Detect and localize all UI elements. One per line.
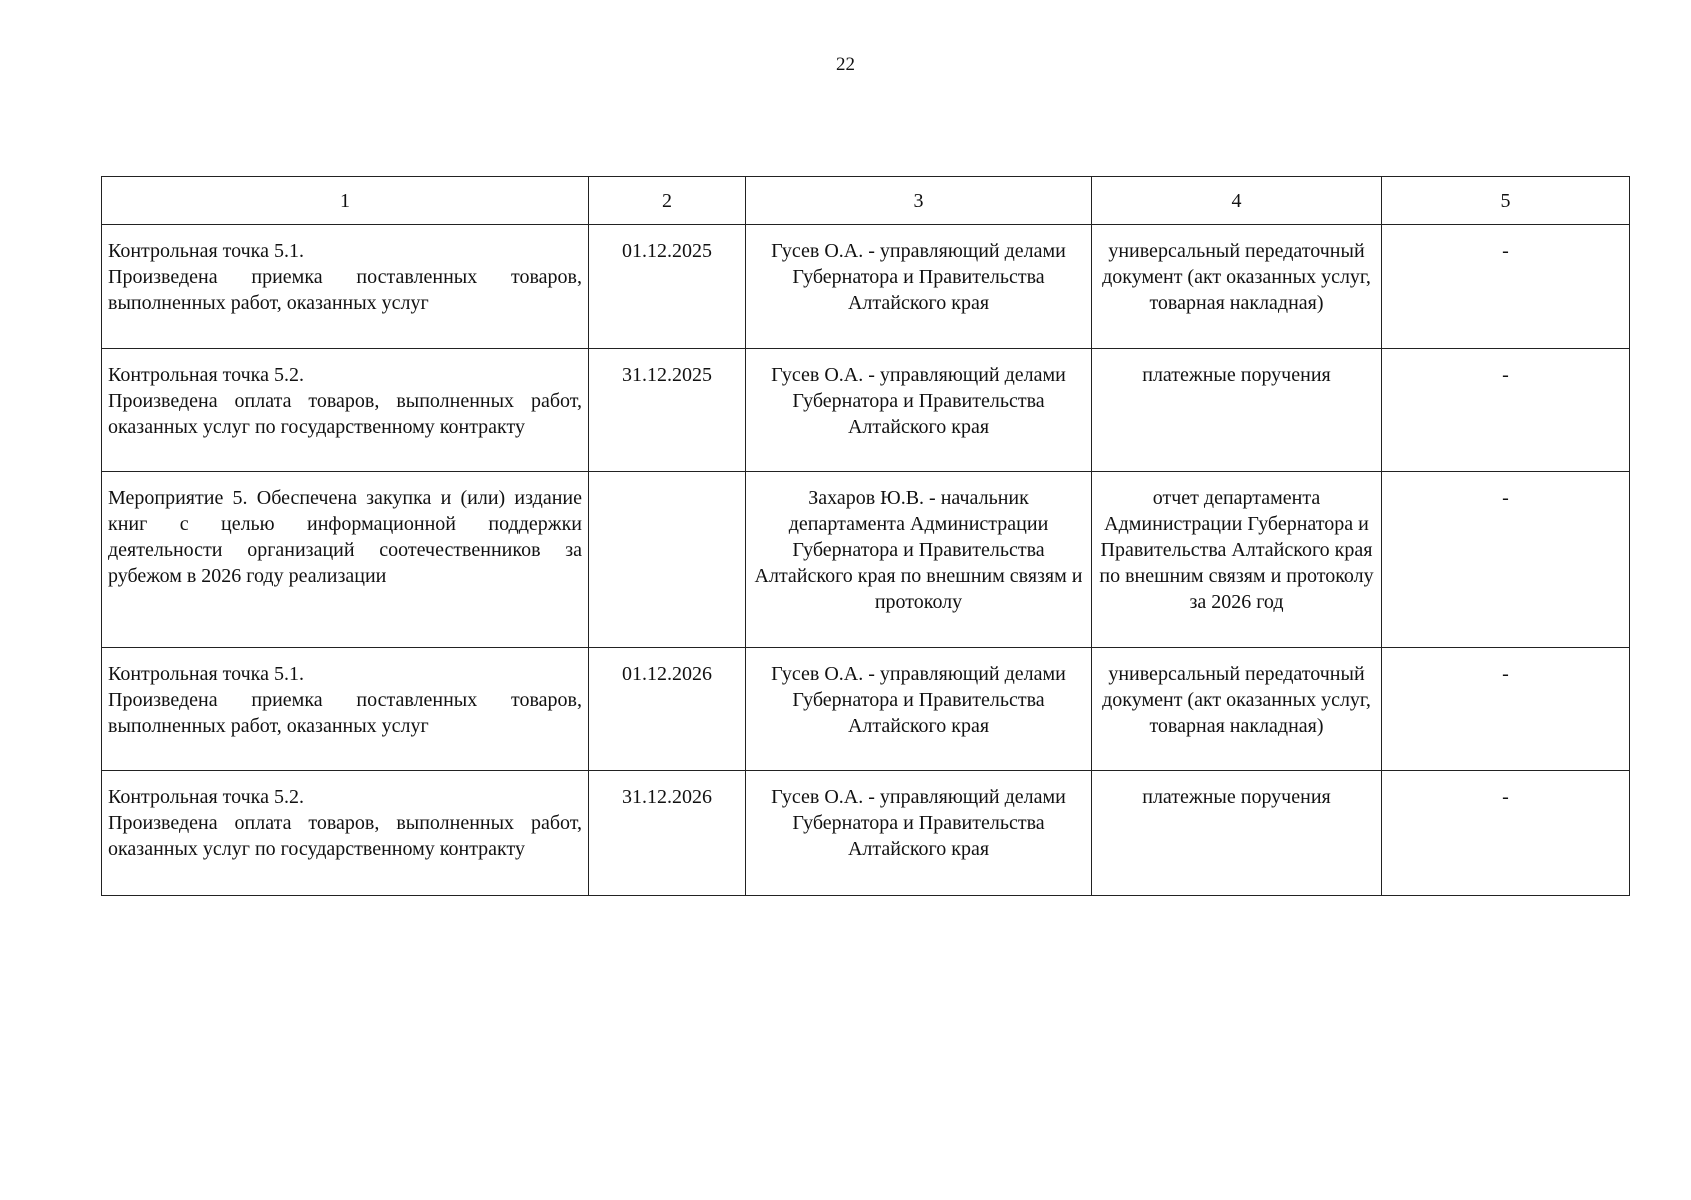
table-row: [102, 472, 1630, 648]
event-description: Произведена приемка поставленных товаров, выполненных работ, оказанных услуг: [108, 689, 582, 737]
responsible-cell: Гусев О.А. - управляющий делами Губернатора и Правительства Алтайского края: [746, 225, 1092, 349]
control-point-title: Контрольная точка 5.2.: [108, 364, 304, 386]
column-header: 2: [589, 177, 746, 225]
date-cell: 01.12.2025: [589, 225, 746, 349]
date-cell: 31.12.2025: [589, 349, 746, 472]
column-header: 5: [1382, 177, 1630, 225]
event-cell: [102, 225, 589, 349]
responsible-cell: Захаров Ю.В. - начальник департамента Администрации Губернатора и Правительства Алтайского края по внешним связям и протоколу: [746, 472, 1092, 648]
table-row: [102, 771, 1630, 896]
event-description: Мероприятие 5. Обеспечена закупка и (или) издание книг с целью информационной поддержки деятельности организаций соотечественников за рубежом в 2026 году реализации: [108, 487, 582, 587]
event-description: Произведена приемка поставленных товаров, выполненных работ, оказанных услуг: [108, 266, 582, 314]
note-cell: -: [1382, 349, 1630, 472]
table-row: [102, 349, 1630, 472]
document-cell: универсальный передаточный документ (акт оказанных услуг, товарная накладная): [1092, 225, 1382, 349]
control-point-title: Контрольная точка 5.1.: [108, 240, 304, 262]
responsible-cell: Гусев О.А. - управляющий делами Губернатора и Правительства Алтайского края: [746, 648, 1092, 771]
date-cell: 31.12.2026: [589, 771, 746, 896]
responsible-cell: Гусев О.А. - управляющий делами Губернатора и Правительства Алтайского края: [746, 349, 1092, 472]
column-header: 3: [746, 177, 1092, 225]
column-header: 4: [1092, 177, 1382, 225]
document-cell: платежные поручения: [1092, 771, 1382, 896]
date-cell: [589, 472, 746, 648]
event-cell: [102, 472, 589, 648]
note-cell: -: [1382, 472, 1630, 648]
note-cell: -: [1382, 771, 1630, 896]
column-header: 1: [102, 177, 589, 225]
table-header-row: [102, 177, 1630, 225]
event-description: Произведена оплата товаров, выполненных работ, оказанных услуг по государственному контракту: [108, 812, 582, 860]
event-description: Произведена оплата товаров, выполненных работ, оказанных услуг по государственному контракту: [108, 390, 582, 438]
responsible-cell: Гусев О.А. - управляющий делами Губернатора и Правительства Алтайского края: [746, 771, 1092, 896]
control-point-title: Контрольная точка 5.2.: [108, 786, 304, 808]
document-cell: универсальный передаточный документ (акт оказанных услуг, товарная накладная): [1092, 648, 1382, 771]
date-cell: 01.12.2026: [589, 648, 746, 771]
table-row: [102, 225, 1630, 349]
note-cell: -: [1382, 225, 1630, 349]
control-point-title: Контрольная точка 5.1.: [108, 663, 304, 685]
plan-table: [101, 176, 1630, 896]
document-cell: платежные поручения: [1092, 349, 1382, 472]
page-number: 22: [836, 54, 855, 75]
event-cell: [102, 771, 589, 896]
event-cell: [102, 648, 589, 771]
note-cell: -: [1382, 648, 1630, 771]
document-cell: отчет департамента Администрации Губернатора и Правительства Алтайского края по внешним связям и протоколу за 2026 год: [1092, 472, 1382, 648]
event-cell: [102, 349, 589, 472]
table-row: [102, 648, 1630, 771]
